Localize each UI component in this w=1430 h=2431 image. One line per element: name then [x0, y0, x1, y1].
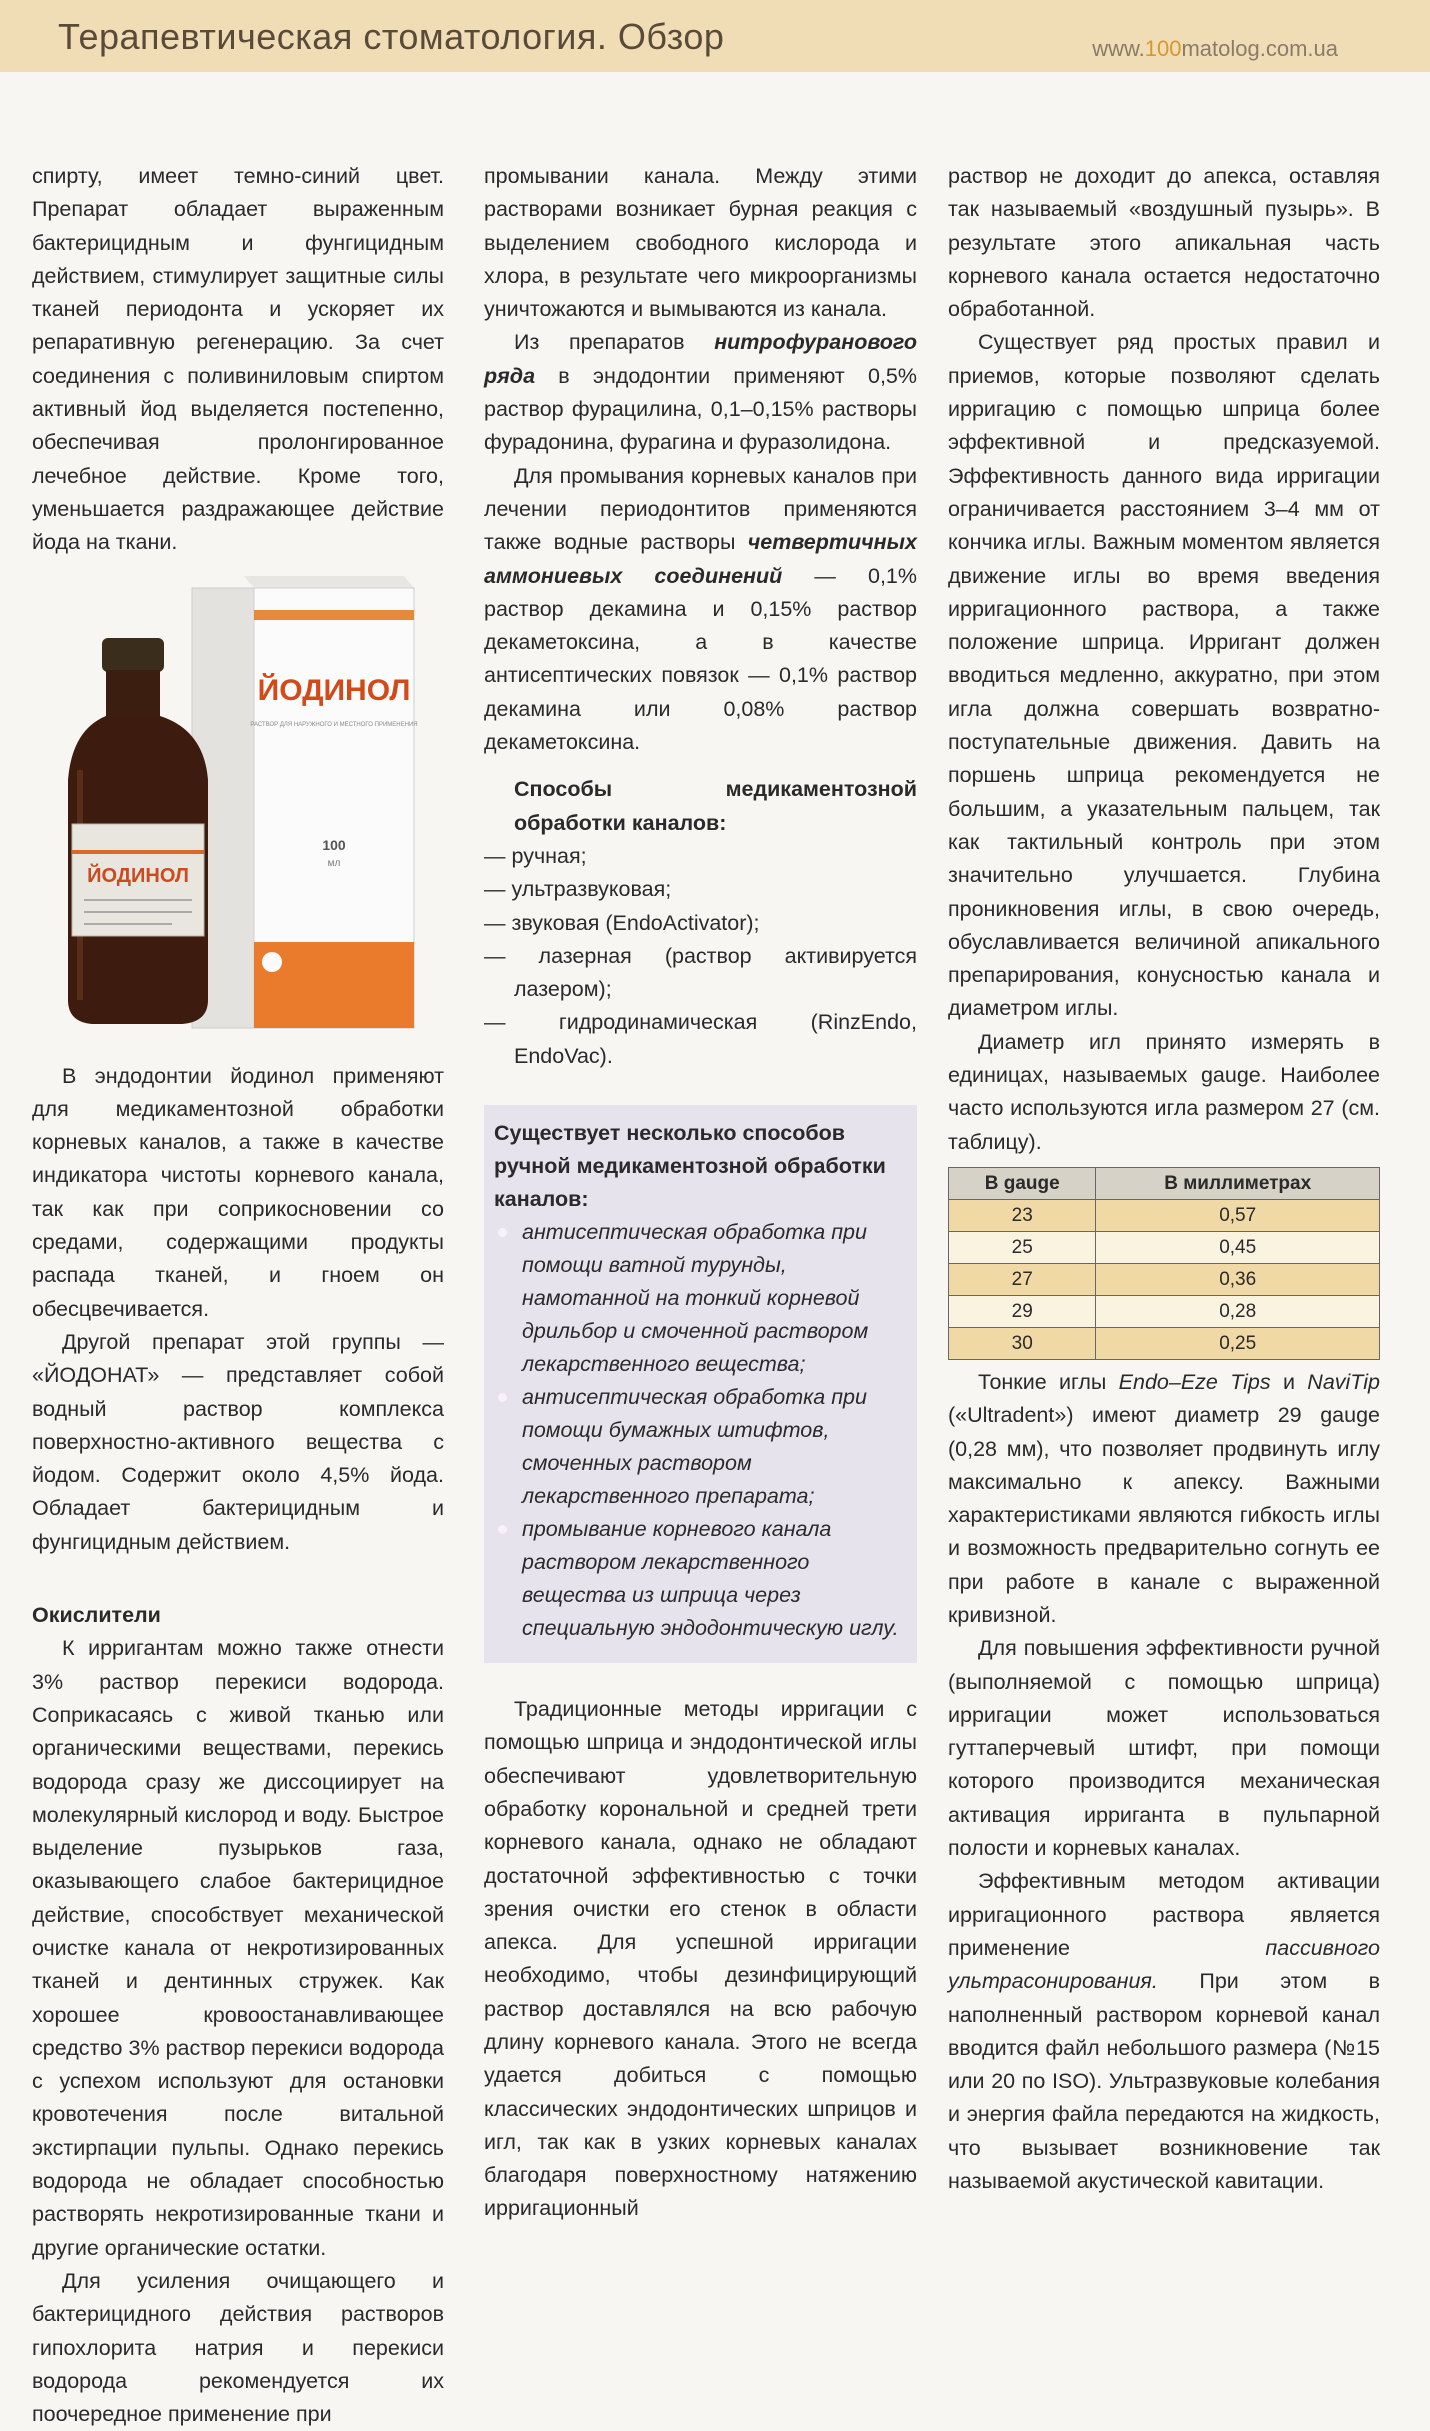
- column-header: В миллиметрах: [1096, 1167, 1380, 1199]
- text-run: Из препаратов: [514, 330, 715, 355]
- site-url-number: 100: [1144, 36, 1182, 61]
- box-brand-text: ЙОДИНОЛ: [257, 673, 411, 707]
- paragraph: спирту, имеет темно-синий цвет. Препарат обладает выраженным бактерицидным и фунгицидным действием, стимулирует защитные силы тканей периодонта и ускоряет их репаративную регенерацию. За счет соединения с поливиниловым спиртом активный йод выделяется постепенно, обеспечивая пролонгированное лечебное действие. Кроме того, уменьшается раздражающее действие йода на ткани.: [32, 164, 444, 555]
- gauge-table: [948, 1167, 1380, 1360]
- table-cell: 27: [949, 1263, 1096, 1295]
- method-item: — ручная;: [484, 843, 587, 868]
- method-item: — гидродинамическая (RinzEndo, EndoVac).: [484, 1010, 917, 1068]
- table-cell: 25: [949, 1231, 1096, 1263]
- table-row: [949, 1295, 1380, 1327]
- box-title: Существует несколько способов ручной медикаментозной обработки каналов:: [494, 1121, 886, 1212]
- product-name: NaviTip: [1307, 1369, 1380, 1394]
- paragraph: [948, 1366, 1380, 1632]
- site-url-domain: matolog.com.ua: [1181, 36, 1338, 61]
- box-small-text: РАСТВОР ДЛЯ НАРУЖНОГО И МЕСТНОГО ПРИМЕНЕНИЯ: [250, 721, 418, 728]
- section-title: Терапевтическая стоматология. Обзор: [58, 16, 725, 57]
- table-row: [949, 1327, 1380, 1359]
- box-list-item: промывание корневого канала раствором лекарственного вещества из шприца через специальную эндодонтическую иглу.: [490, 1513, 903, 1645]
- table-header-row: [949, 1167, 1380, 1199]
- methods-heading: Способы медикаментозной обработки каналов:: [514, 777, 917, 835]
- subheading-oxidizers: Окислители: [32, 1603, 161, 1628]
- text-run: Для промывания корневых каналов при лечении периодонтитов применяются также водные растворы: [484, 463, 917, 555]
- table-cell: 29: [949, 1295, 1096, 1327]
- table-row: [949, 1231, 1380, 1263]
- table-cell: 30: [949, 1327, 1096, 1359]
- site-url[interactable]: [1092, 36, 1338, 62]
- paragraph: Для усиления очищающего и бактерицидного действия растворов гипохлорита натрия и перекиси водорода рекомендуется их поочередное применение при: [32, 2268, 444, 2427]
- box-volume-text: 100: [322, 836, 346, 853]
- table-cell: 0,25: [1096, 1327, 1380, 1359]
- method-item: — ультразвуковая;: [484, 877, 672, 902]
- text-run: Эффективным методом активации ирригационного раствора является применение: [948, 1869, 1380, 1960]
- table-cell: 0,45: [1096, 1231, 1380, 1263]
- paragraph: В эндодонтии йодинол применяют для медикаментозной обработки корневых каналов, а также в качестве индикатора чистоты корневого канала, так как при соприкосновении со средами, содержащими продукты распада тканей, и гноем он обесцвечивается.: [32, 1063, 444, 1321]
- emphasis-text: пассивного ультрасонирования.: [948, 1935, 1380, 1994]
- text-run: — 0,1% раствор декамина и 0,15% раствор декаметоксина, а в качестве антисептических повязок — 0,1% раствор декамина или 0,08% раствор декаметоксина.: [484, 563, 918, 755]
- paragraph: Существует ряд простых правил и приемов, которые позволяют сделать ирригацию с помощью шприца более эффективной и предсказуемой. Эффективность данного вида ирригации ограничивается расстоянием 3–4 мм от кончика иглы. Важным моментом является движение иглы во время введения ирригационного раствора, а также положение шприца. Ирригант должен вводиться медленно, аккуратно, при этом игла должна совершать возвратно-поступательные движения. Давить на поршень шприца рекомендуется не большим, а указательным пальцем, так как тактильный контроль при этом значительно улучшается. Глубина проникновения иглы, в свою очередь, обуславливается величиной апикального препарирования, конусностью канала и диаметром иглы.: [948, 330, 1380, 1021]
- emphasis-text: четвертичных аммониевых соединений: [484, 530, 917, 588]
- bottle-brand-text: ЙОДИНОЛ: [87, 864, 189, 887]
- paragraph: промывании канала. Между этими растворами возникает бурная реакция с выделением свободного кислорода и хлора, в результате чего микроорганизмы уничтожаются и вымываются из канала.: [484, 164, 917, 322]
- sidebar-box: [484, 1105, 917, 1663]
- column-header: В gauge: [949, 1167, 1096, 1199]
- paragraph: Традиционные методы ирригации с помощью шприца и эндодонтической иглы обеспечивают удовлетворительную обработку корональной и средней трети корневого канала, однако не обладают достаточной эффективностью с точки зрения очистки его стенок в области апекса. Для успешной ирригации необходимо, чтобы дезинфицирующий раствор доставлялся на всю рабочую длину корневого канала. Этого не всегда удается добиться с помощью классических эндодонтических шприцов и игл, так как в узких корневых каналах благодаря поверхностному натяжению ирригационный: [484, 1697, 917, 2221]
- page-header: [0, 0, 1430, 72]
- paragraph: [484, 326, 917, 459]
- paragraph: Для повышения эффективности ручной (выполняемой с помощью шприца) ирригации может использоваться гуттаперчевый штифт, при помощи которого производится механическая активация ирриганта в пульпарной полости и корневых каналах.: [948, 1636, 1380, 1861]
- table-cell: 0,28: [1096, 1295, 1380, 1327]
- product-name: Endo–Eze Tips: [1118, 1369, 1271, 1394]
- paragraph: Другой препарат этой группы — «ЙОДОНАТ» — представляет собой водный раствор комплекса поверхностно-активного вещества с йодом. Содержит около 4,5% йода. Обладает бактерицидным и фунгицидным действием.: [32, 1329, 444, 1554]
- paragraph: [948, 1865, 1380, 2198]
- box-list-item: антисептическая обработка при помощи ватной турунды, намотанной на тонкий корневой дрильбор и смоченной раствором лекарственного вещества;: [490, 1216, 903, 1381]
- site-url-prefix: www.: [1092, 36, 1145, 61]
- column-1: [32, 160, 444, 2431]
- column-2: [484, 160, 917, 2226]
- text-run: в эндодонтии применяют 0,5% раствор фурацилина, 0,1–0,15% растворы фурадонина, фурагина и фуразолидона.: [484, 363, 917, 455]
- paragraph: К ирригантам можно также отнести 3% раствор перекиси водорода. Соприкасаясь с живой тканью или органическими веществами, перекись водорода сразу же диссоциирует на молекулярный кислород и воду. Быстрое выделение пузырьков газа, оказывающего слабое бактерицидное действие, способствует механической очистке канала от некротизированных тканей и дентинных стружек. Как хорошее кровоостанавливающее средство 3% раствор перекиси водорода с успехом используют для остановки кровотечения после витальной экстирпации пульпы. Однако перекись водорода не обладает способностью растворять некротизированные ткани и другие органические остатки.: [32, 1636, 444, 2260]
- box-list-item: антисептическая обработка при помощи бумажных штифтов, смоченных раствором лекарственного препарата;: [490, 1381, 903, 1513]
- text-run: При этом в наполненный раствором корневой канал вводится файл небольшого размера (№15 или 20 по ISO). Ультразвуковые колебания и энергия файла передаются на жидкость, что вызывает возникновение так называемой акустической кавитации.: [948, 1969, 1380, 2194]
- table-cell: 0,36: [1096, 1263, 1380, 1295]
- table-row: [949, 1263, 1380, 1295]
- iodinol-product-photo: [32, 570, 444, 1046]
- table-cell: 0,57: [1096, 1199, 1380, 1231]
- column-3: [948, 160, 1380, 2198]
- paragraph: [484, 460, 917, 760]
- method-item: — лазерная (раствор активируется лазером);: [484, 943, 917, 1002]
- table-row: [949, 1199, 1380, 1231]
- method-item: — звуковая (EndoActivator);: [484, 910, 760, 935]
- text-run: Тонкие иглы: [978, 1369, 1119, 1394]
- table-cell: 23: [949, 1199, 1096, 1231]
- emphasis-text: нитрофуранового ряда: [484, 330, 917, 388]
- box-unit-text: мл: [327, 857, 341, 869]
- paragraph: раствор не доходит до апекса, оставляя так называемый «воздушный пузырь». В результате этого апикальная часть корневого канала остается недостаточно обработанной.: [948, 164, 1380, 322]
- text-run: («Ultradent») имеют диаметр 29 gauge (0,28 мм), что позволяет продвинуть иглу максимально к апексу. Важными характеристиками являются гибкость иглы и возможность предварительно согнуть ее при работе в канале с выраженной кривизной.: [948, 1403, 1380, 1627]
- paragraph: Диаметр игл принято измерять в единицах, называемых gauge. Наиболее часто используются игла размером 27 (см. таблицу).: [948, 1029, 1380, 1154]
- iodinol-illustration: [32, 570, 444, 1046]
- text-run: и: [1270, 1369, 1308, 1394]
